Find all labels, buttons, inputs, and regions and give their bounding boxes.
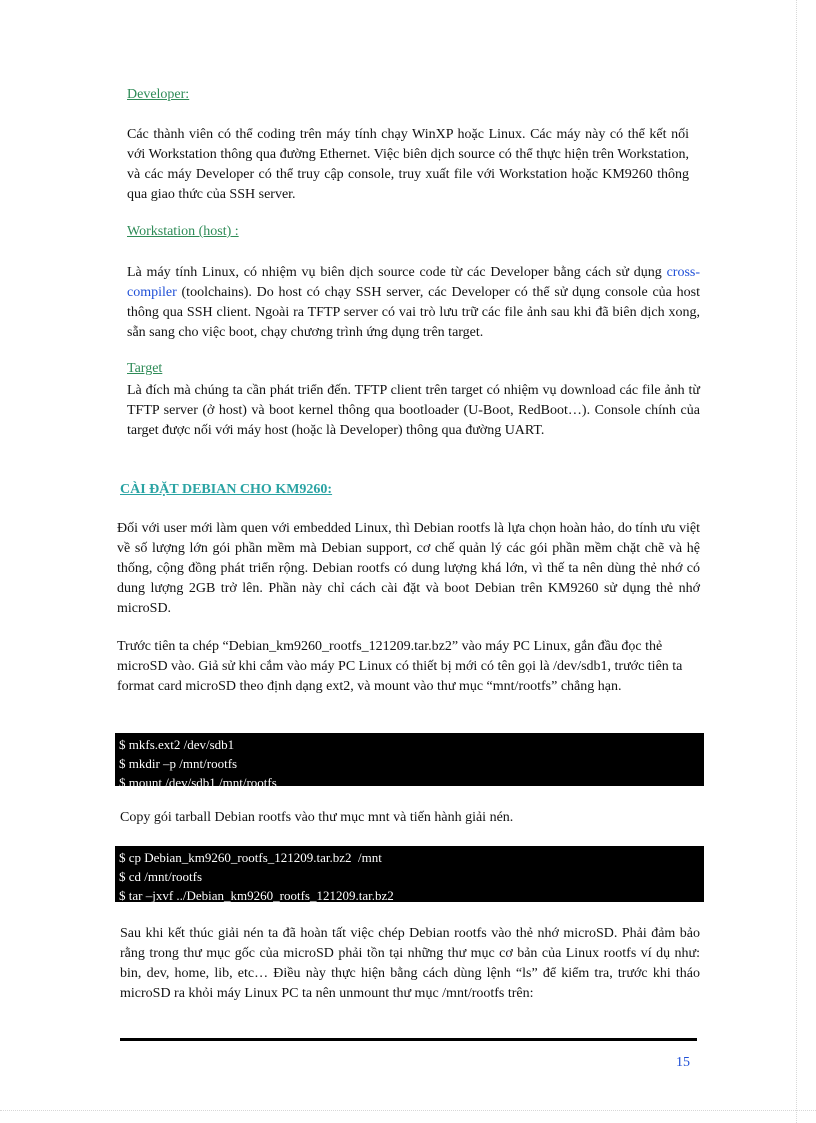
code-line: $ cd /mnt/rootfs: [119, 869, 203, 884]
page-edge-right: [796, 0, 797, 1123]
workstation-text-after: (toolchains). Do host có chạy SSH server, các Developer có thể sử dụng console của host thông qua SSH client. Ngoài ra TFTP server có vai trò lưu trữ các file ảnh sau khi đã biên dịch xong, sẵn sang cho việc boot, chạy chương trình ứng dụng trên target.: [127, 285, 700, 340]
workstation-text-before: Là máy tính Linux, có nhiệm vụ biên dịch source code từ các Developer bằng cách sử dụng: [127, 265, 667, 280]
code-line: $ cp Debian_km9260_rootfs_121209.tar.bz2 /mnt: [119, 850, 382, 865]
workstation-paragraph: [127, 263, 700, 343]
finish-paragraph: Sau khi kết thúc giải nén ta đã hoàn tất việc chép Debian rootfs vào thẻ nhớ microSD. Phải đảm bảo rằng trong thư mục gốc của microSD phải tồn tại những thư mục cơ bản của Linux rootfs ví dụ như: bin, dev, home, lib, etc… Điều này thực hiện bằng cách dùng lệnh “ls” để kiểm tra, trước khi tháo microSD ra khỏi máy Linux PC ta nên unmount thư mục /mnt/rootfs trên:: [120, 926, 700, 1001]
code-line: $ mkfs.ext2 /dev/sdb1: [119, 737, 235, 752]
target-heading: Target: [127, 361, 163, 376]
workstation-heading: Workstation (host) :: [127, 224, 239, 239]
code-line: $ mount /dev/sdb1 /mnt/rootfs: [119, 775, 277, 790]
code-line: $ tar –jxvf ../Debian_km9260_rootfs_121209.tar.bz2: [119, 888, 394, 903]
code-block-mount: [115, 733, 704, 790]
copy-rootfs-paragraph: Trước tiên ta chép “Debian_km9260_rootfs_121209.tar.bz2” vào máy PC Linux, gắn đầu đọc thẻ microSD vào. Giả sử khi cắm vào máy PC Linux có thiết bị mới có tên gọi là /dev/sdb1, trước tiên ta format card microSD theo định dạng ext2, và mount vào thư mục “mnt/rootfs” chẳng hạn.: [117, 639, 683, 694]
page-edge-bottom: [0, 1110, 816, 1111]
developer-paragraph: Các thành viên có thể coding trên máy tính chạy WinXP hoặc Linux. Các máy này có thể kết nối với Workstation thông qua đường Ethernet. Việc biên dịch source có thể thực hiện trên Workstation, và các máy Developer có thể truy cập console, truy xuất file với Workstation hoặc KM9260 thông qua giao thức của SSH server.: [127, 127, 689, 202]
tarball-paragraph: Copy gói tarball Debian rootfs vào thư mục mnt và tiến hành giải nén.: [120, 810, 514, 825]
target-paragraph: Là đích mà chúng ta cần phát triển đến. TFTP client trên target có nhiệm vụ download các file ảnh từ TFTP server (ở host) và boot kernel thông qua bootloader (U-Boot, RedBoot…). Console chính của target được nối với máy host (hoặc là Developer) thông qua đường UART.: [127, 383, 700, 438]
section-title: CÀI ĐẶT DEBIAN CHO KM9260:: [120, 482, 333, 497]
cross-compiler-link[interactable]: cross-compiler: [127, 265, 700, 300]
code-line: $ mkdir –p /mnt/rootfs: [119, 756, 238, 771]
intro-paragraph: Đối với user mới làm quen với embedded Linux, thì Debian rootfs là lựa chọn hoàn hảo, do tính ưu việt về số lượng lớn gói phần mềm mà Debian support, cơ chế quản lý các gói phần mềm chặt chẽ và hệ thống, cộng đồng phát triển rộng. Debian rootfs có dung lượng khá lớn, vì thế ta nên dùng thẻ nhớ có dung lượng 2GB trở lên. Phần này chỉ cách cài đặt và boot Debian trên KM9260 sử dụng thẻ nhớ microSD.: [117, 521, 700, 616]
footer-rule: [120, 1038, 697, 1041]
developer-heading: Developer:: [127, 87, 190, 102]
page-number: 15: [676, 1055, 690, 1070]
code-block-extract: [115, 846, 704, 902]
